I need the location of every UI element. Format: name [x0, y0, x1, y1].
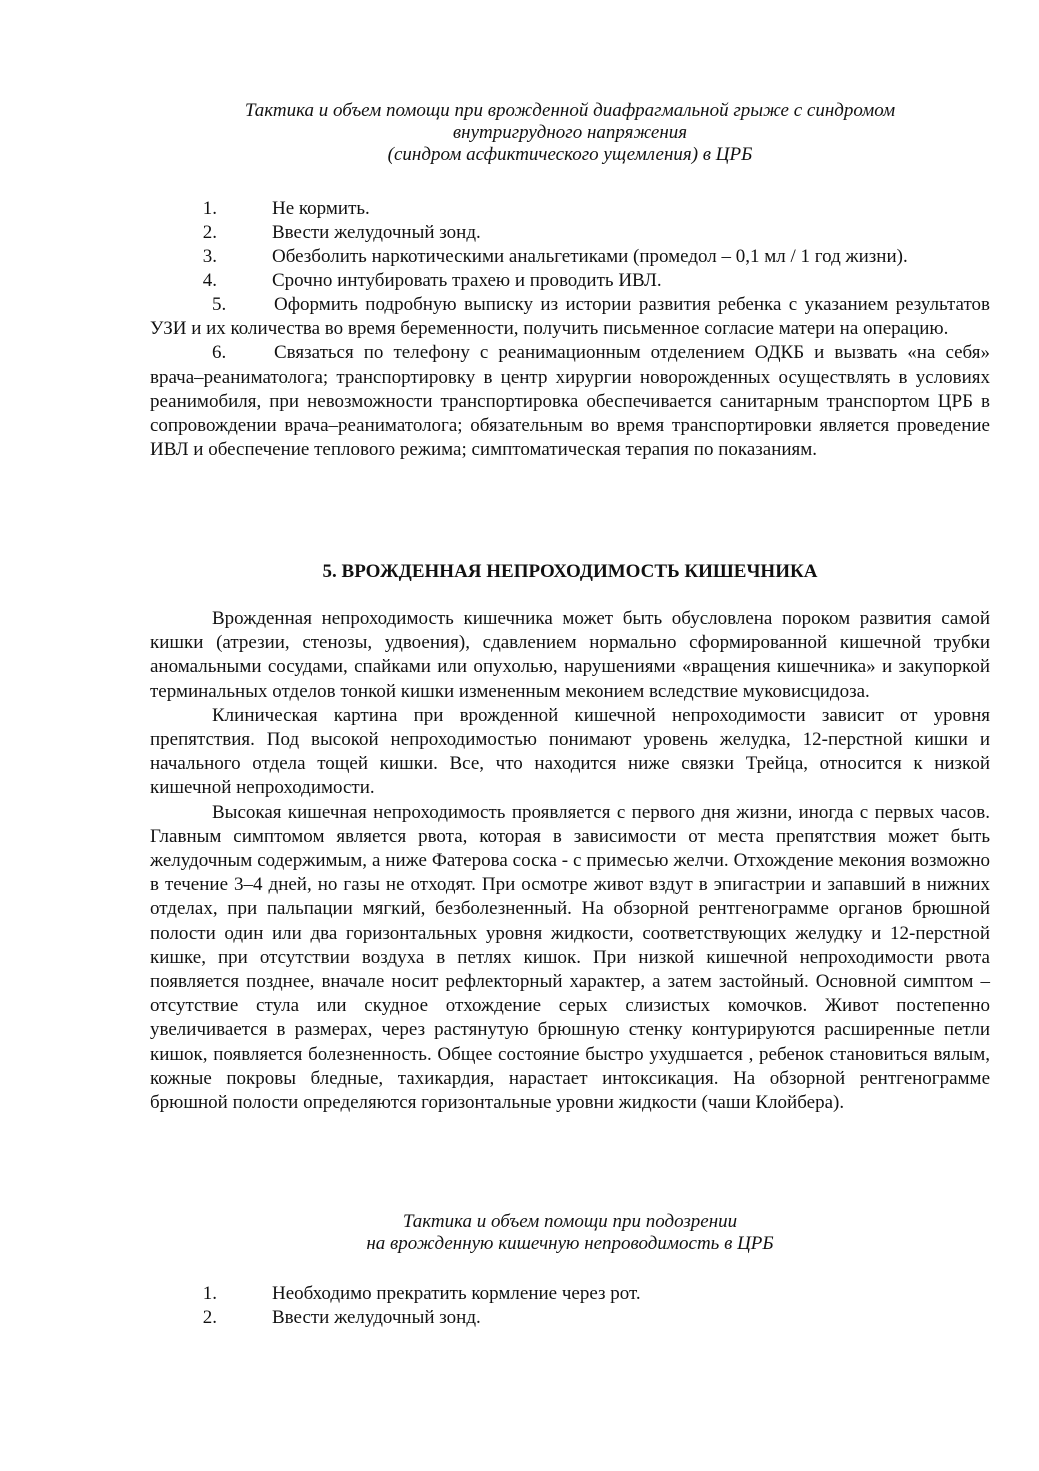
list-item [150, 293, 990, 341]
list-text: Ввести желудочный зонд. [272, 222, 481, 243]
list-text: Не кормить. [272, 198, 370, 219]
tactics-heading-obstruction [150, 1211, 990, 1255]
heading-line: на врожденную кишечную непроводимость в ЦРБ [366, 1233, 774, 1254]
obstruction-steps-list [150, 1282, 990, 1330]
list-number: 6. [212, 342, 227, 364]
tactics-heading-hernia [150, 100, 990, 166]
list-item [150, 1282, 990, 1306]
heading-line: внутригрудного напряжения [452, 122, 688, 143]
heading-line: Тактика и объем помощи при подозрении [402, 1211, 738, 1232]
heading-line: (синдром асфиктического ущемления) в ЦРБ [387, 144, 753, 165]
list-text: Оформить подробную выписку из истории развития ребенка с указанием результатов УЗИ и их количества во время беременности, получить письменное согласие матери на операцию. [150, 294, 990, 340]
list-number: 1. [202, 198, 217, 219]
body-paragraph: Клиническая картина при врожденной кишечной непроходимости зависит от уровня препятствия. Под высокой непроходимостью понимают уровень желудка, 12-перстной кишки и начального отдела тощей кишки. Все, что находится ниже связки Трейца, относится к низкой кишечной непроходимости. [150, 704, 990, 799]
list-number: 3. [202, 246, 217, 267]
list-text: Срочно интубировать трахею и проводить ИВЛ. [272, 270, 662, 291]
list-number: 2. [202, 1307, 217, 1328]
body-paragraph: Высокая кишечная непроходимость проявляется с первого дня жизни, иногда с первых часов. Главным симптомом является рвота, которая в зависимости от места препятствия может быть желудочным содержимым, а ниже Фатерова соска - с примесью желчи. Отхождение мекония возможно в течение 3–4 дней, но газы не отходят. При осмотре живот вздут в эпигастрии и запавший в нижних отделах, при пальпации мягкий, безболезненный. На обзорной рентгенограмме органов брюшной полости один или два горизонтальных уровня жидкости, соответствующих желудку и 12-перстной кишке, при отсутствии воздуха в петлях кишок. При низкой кишечной непроходимости рвота появляется позднее, вначале носит рефлекторный характер, а затем застойный. Основной симптом – отсутствие стула или скудное отхождение серых слизистых комочков. Живот постепенно увеличивается в размерах, через растянутую брюшную стенку контурируются расширенные петли кишок, появляется болезненность. Общее состояние быстро ухудшается , ребенок становиться вялым, кожные покровы бледные, тахикардия, нарастает интоксикация. На обзорной рентгенограмме брюшной полости определяются горизонтальные уровни жидкости (чаши Клойбера). [150, 801, 990, 1114]
list-text: Связаться по телефону с реанимационным отделением ОДКБ и вызвать «на себя» врача–реаниматолога; транспортировку в центр хирургии новорожденных осуществлять в условиях реанимобиля, при невозможности транспортировка обеспечивается санитарным транспортом ЦРБ в сопровождении врача–реаниматолога; обязательным во время транспортировки является проведение ИВЛ и обеспечение теплового режима; симптоматическая терапия по показаниям. [150, 342, 990, 461]
list-item [150, 197, 990, 221]
hernia-steps-list [150, 197, 990, 462]
list-item [150, 245, 990, 269]
list-item [150, 221, 990, 245]
section-title: 5. ВРОЖДЕННАЯ НЕПРОХОДИМОСТЬ КИШЕЧНИКА [322, 561, 818, 582]
list-text: Ввести желудочный зонд. [272, 1307, 481, 1328]
list-number: 2. [202, 222, 217, 243]
heading-line: Тактика и объем помощи при врожденной диафрагмальной грыже с синдромом [244, 100, 896, 121]
section-body [150, 607, 990, 1115]
list-item [150, 341, 990, 462]
list-item [150, 1306, 990, 1330]
list-number: 5. [212, 294, 227, 315]
list-number: 4. [202, 270, 217, 291]
list-number: 1. [202, 1283, 217, 1304]
section-title-block [150, 560, 990, 584]
body-paragraph: Врожденная непроходимость кишечника может быть обусловлена пороком развития самой кишки (атрезии, стенозы, удвоения), сдавлением нормально сформированной кишечной трубки аномальными сосудами, спайками или опухолью, нарушениями «вращения кишечника» и закупоркой терминальных отделов тонкой кишки измененным меконием вследствие муковисцидоза. [150, 608, 990, 702]
list-item [150, 269, 990, 293]
list-text: Необходимо прекратить кормление через рот. [272, 1283, 641, 1304]
list-text: Обезболить наркотическими анальгетиками (промедол – 0,1 мл / 1 год жизни). [272, 246, 908, 267]
